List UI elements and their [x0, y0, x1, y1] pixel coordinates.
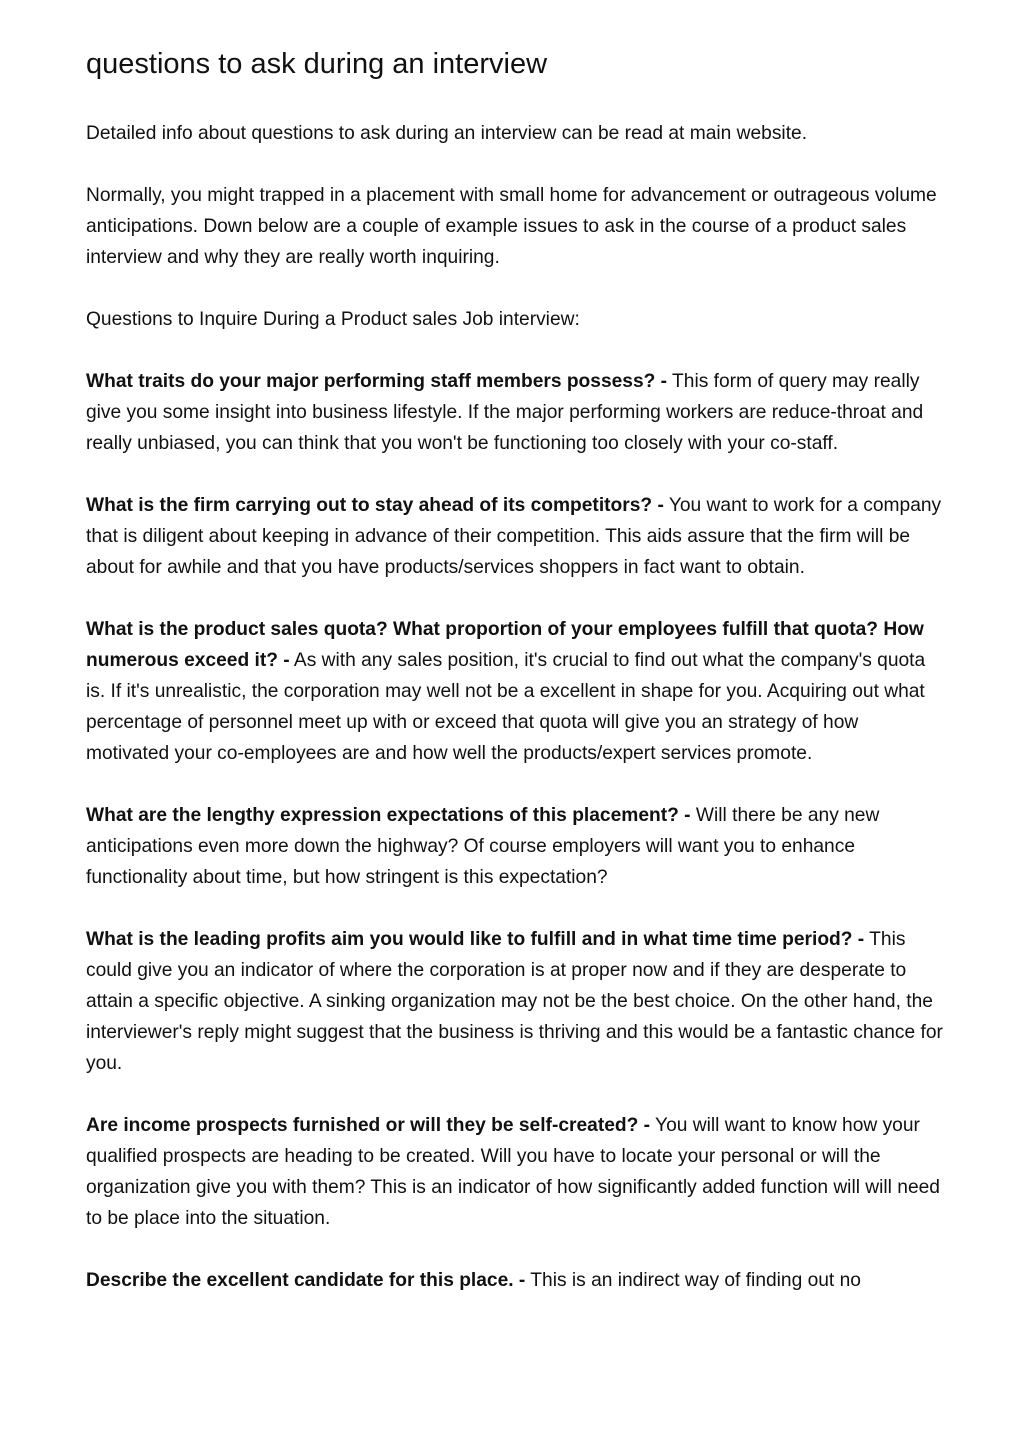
question-paragraph-3	[86, 614, 946, 769]
question-text: What is the product sales quota? What proportion of your employees fulfill that quota? How numerous exceed it? -	[86, 619, 924, 671]
question-paragraph-6	[86, 1110, 946, 1234]
question-paragraph-2	[86, 490, 946, 583]
intro-paragraph: Detailed info about questions to ask during an interview can be read at main website.	[86, 123, 808, 144]
question-paragraph-1	[86, 366, 946, 459]
question-text: Are income prospects furnished or will they be self-created? -	[86, 1115, 651, 1136]
question-paragraph-4	[86, 800, 946, 893]
answer-text: As with any sales position, it's crucial to find out what the company's quota is. If it's unrealistic, the corporation may well not be a excellent in shape for you. Acquiring out what percentage of personnel meet up with or exceed that quota will give you an strategy of how motivated your co-employees are and how well the products/expert services promote.	[86, 650, 926, 764]
answer-text: You want to work for a company that is diligent about keeping in advance of their competition. This aids assure that the firm will be about for awhile and that you have products/services shoppers in fact want to obtain.	[86, 495, 942, 578]
question-text: What is the leading profits aim you would like to fulfill and in what time time period? -	[86, 929, 865, 950]
question-text: Describe the excellent candidate for this place. -	[86, 1270, 526, 1291]
answer-text: Will there be any new anticipations even more down the highway? Of course employers will want you to enhance functionality about time, but how stringent is this expectation?	[86, 805, 880, 888]
document-title: questions to ask during an interview	[86, 48, 548, 80]
section-heading: Questions to Inquire During a Product sales Job interview:	[86, 309, 580, 330]
answer-text: This is an indirect way of finding out no	[525, 1270, 861, 1291]
question-text: What is the firm carrying out to stay ahead of its competitors? -	[86, 495, 664, 516]
document-page	[86, 44, 946, 1327]
answer-text: This form of query may really give you some insight into business lifestyle. If the major performing workers are reduce-throat and really unbiased, you can think that you won't be functioning too closely with your co-staff.	[86, 371, 924, 454]
question-text: What traits do your major performing staff members possess? -	[86, 371, 668, 392]
question-paragraph-7	[86, 1265, 946, 1296]
answer-text: You will want to know how your qualified prospects are heading to be created. Will you have to locate your personal or will the organization give you with them? This is an indicator of how significantly added function will will need to be place into the situation.	[86, 1115, 940, 1229]
question-paragraph-5	[86, 924, 946, 1079]
answer-text: This could give you an indicator of where the corporation is at proper now and if they are desperate to attain a specific objective. A sinking organization may not be the best choice. On the other hand, the interviewer's reply might suggest that the business is thriving and this would be a fantastic chance for you.	[86, 929, 943, 1074]
question-text: What are the lengthy expression expectations of this placement? -	[86, 805, 691, 826]
body-paragraph-1: Normally, you might trapped in a placement with small home for advancement or outrageous volume anticipations. Down below are a couple of example issues to ask in the course of a product sales interview and why they are really worth inquiring.	[86, 185, 937, 268]
